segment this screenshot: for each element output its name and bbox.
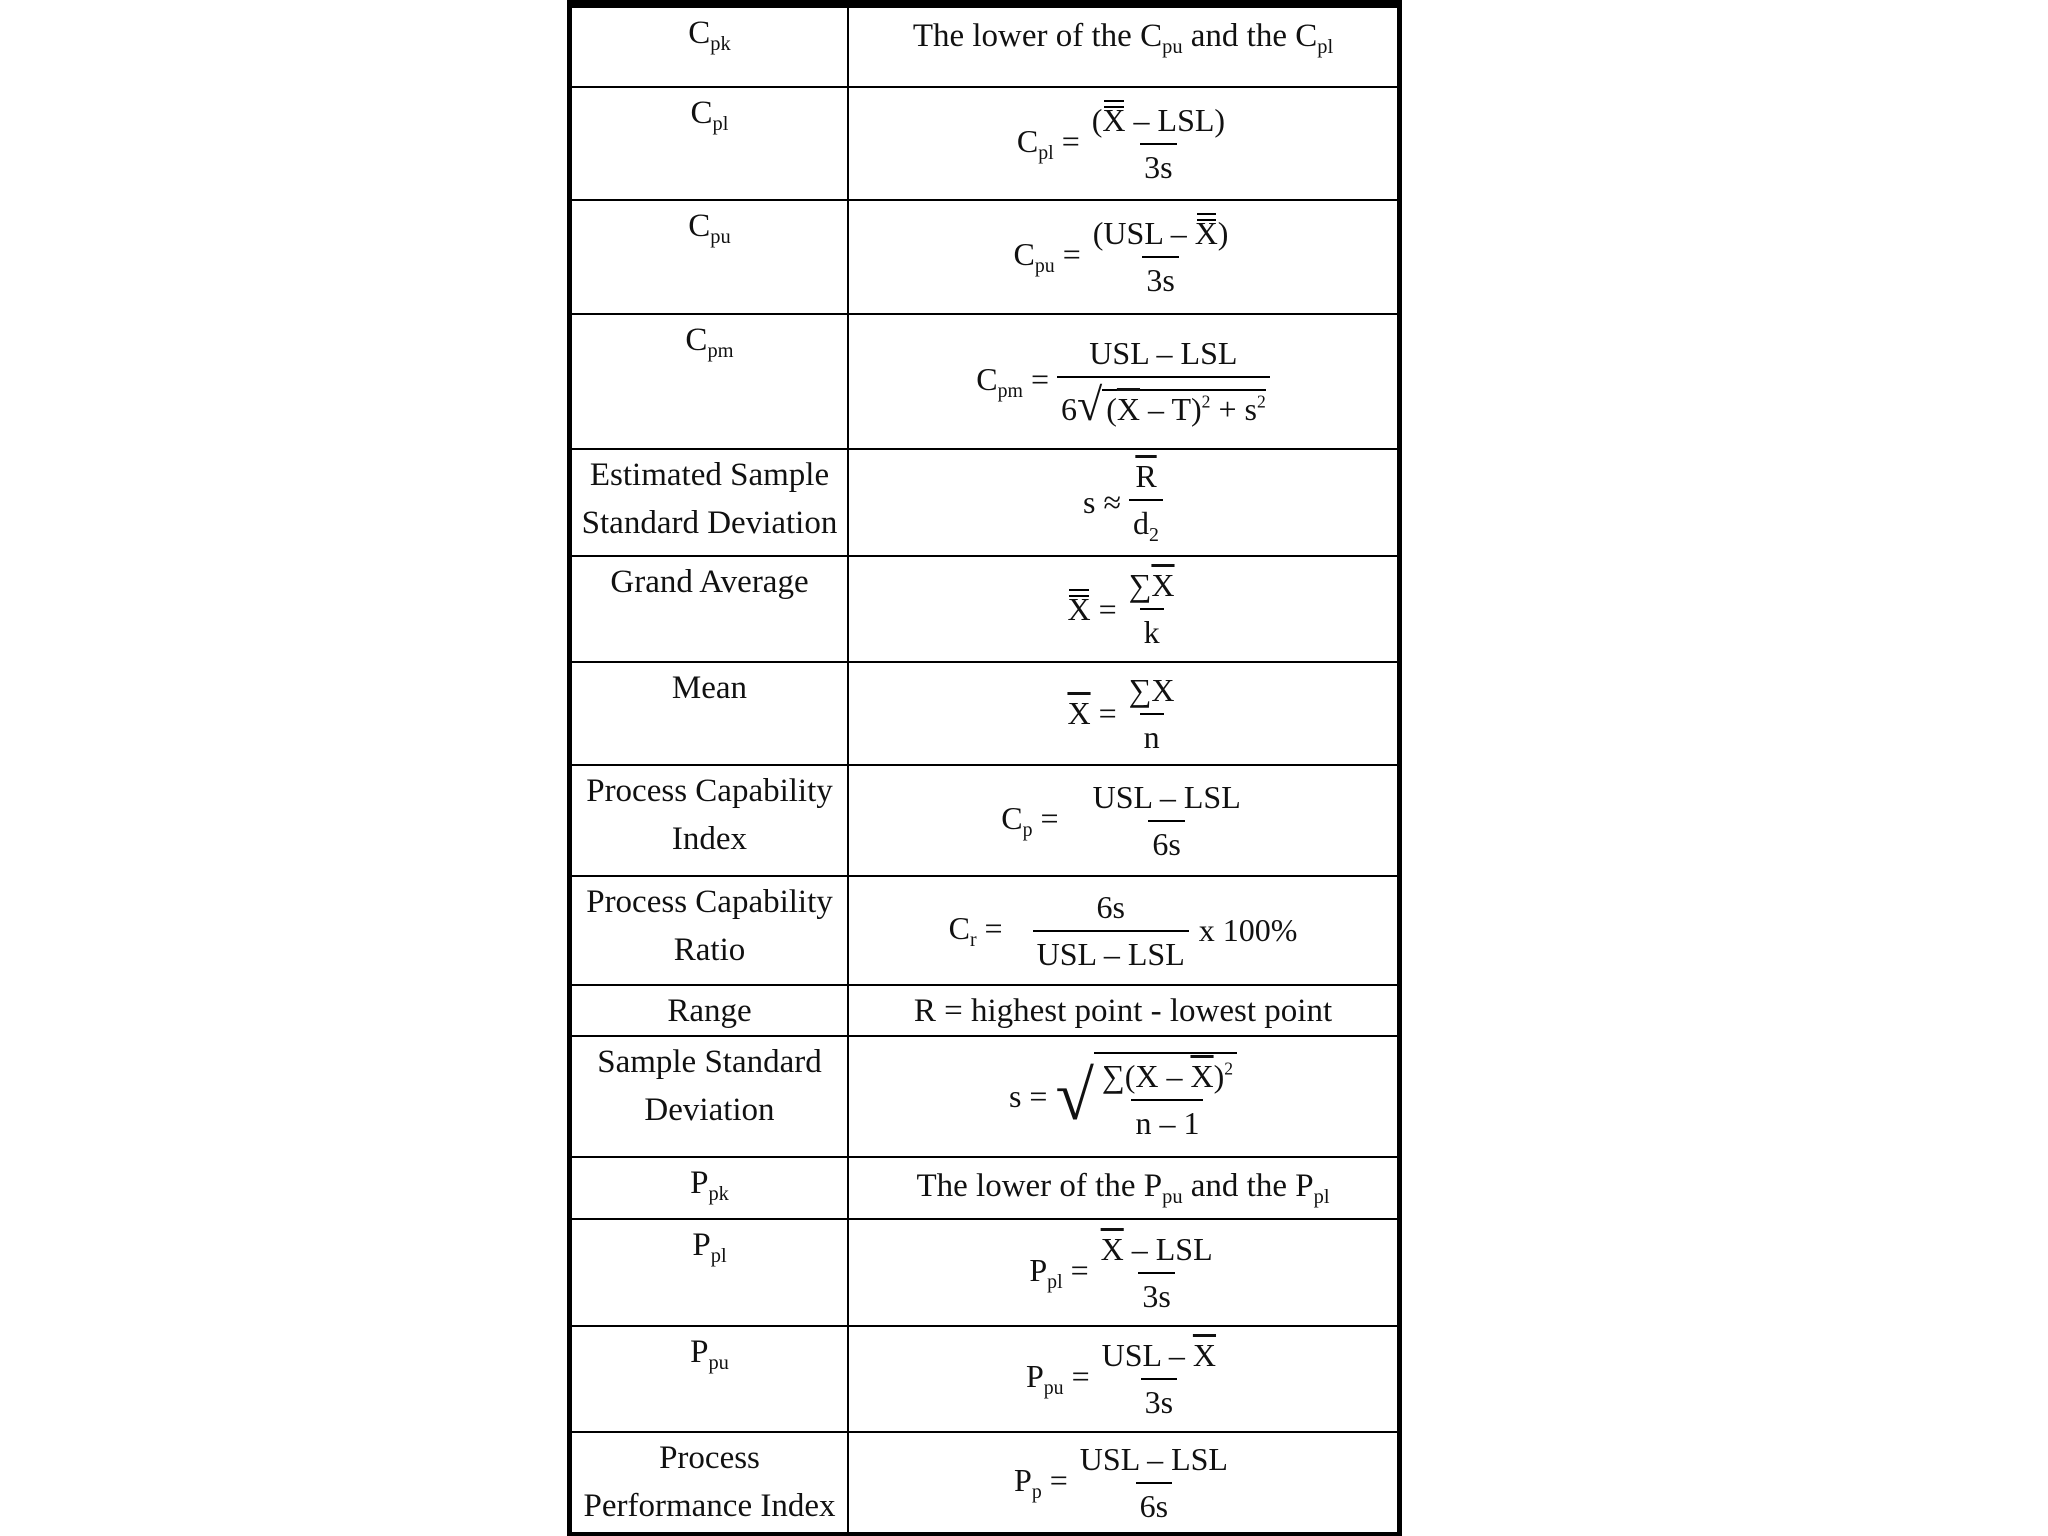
term-cell: Estimated Sample Standard Deviation xyxy=(572,450,849,555)
table-row xyxy=(572,877,1397,986)
term-cell: Process Capability Index xyxy=(572,766,849,875)
table-row xyxy=(572,557,1397,663)
table-row xyxy=(572,1158,1397,1220)
sqrt-icon: √ xyxy=(1077,379,1103,430)
term-cell: $C_{pl}$ xyxy=(572,88,849,199)
term-cell: Process Performance Index xyxy=(572,1433,849,1532)
table-row xyxy=(572,766,1397,877)
table-row xyxy=(572,8,1397,88)
formula-cell: $P_{pu}$ = $\frac{USL - \overline{X}}{3s}$ xyxy=(1025,1337,1217,1420)
table-row xyxy=(572,88,1397,201)
definition-cell: R = highest point - lowest point xyxy=(913,993,1333,1029)
term-cell: $C_{pm}$ xyxy=(572,315,849,448)
formula-cell: s = √ $\frac{\sum(X - \overline{X})^2}{n - 1}$ xyxy=(849,1037,1397,1156)
term-cell: $P_{pk}$ xyxy=(572,1158,849,1218)
formula-cell: $C_{pm}$ = $\frac{\text{USL – LSL}}{6√ (\overline{X} - T)^2 + s^2}$ xyxy=(849,315,1397,448)
table-row xyxy=(572,450,1397,557)
formula-table xyxy=(567,0,1402,1536)
table-row xyxy=(572,986,1397,1037)
formula-cell: $C_r$ = $\frac{6s}{\text{USL – LSL}}$ x 100% xyxy=(948,888,1298,972)
formula-cell: $P_{pl}$ = $\frac{\overline{X} - LSL}{3s}$ xyxy=(1029,1230,1213,1314)
term-cell: $P_{pu}$ xyxy=(572,1327,849,1431)
table-row xyxy=(572,201,1397,315)
table-row xyxy=(572,1327,1397,1433)
formula-cell: $C_{pl}$ = $\frac{\text{(X – LSL)}}{3s}$ xyxy=(1016,101,1226,185)
term-cell: Range xyxy=(572,986,849,1035)
term-cell: Sample Standard Deviation xyxy=(572,1037,849,1156)
term-cell: $P_{pl}$ xyxy=(572,1220,849,1325)
term-cell: Mean xyxy=(572,663,849,764)
table-row xyxy=(572,1037,1397,1158)
formula-cell: $\overline{X}$ = $\frac{\sum X}{n}$ xyxy=(1067,671,1175,755)
term-cell: Process Capability Ratio xyxy=(572,877,849,984)
sqrt-icon: √ xyxy=(1055,1057,1094,1135)
term-cell: Grand Average xyxy=(572,557,849,661)
definition-cell: The lower of the $P_{pu}$ and the $P_{pl}$ xyxy=(916,1168,1330,1209)
formula-cell: $C_p$ = $\frac{\text{USL – LSL}}{6s}$ xyxy=(1001,778,1241,862)
term-cell: $C_{pu}$ xyxy=(572,201,849,313)
table-row xyxy=(572,663,1397,766)
definition-cell: The lower of the $C_{pu}$ and the $C_{pl}$ xyxy=(912,18,1334,59)
table-row xyxy=(572,1433,1397,1532)
formula-cell: $C_{pu}$ = $\frac{\text{(USL – X)}}{3s}$ xyxy=(1013,215,1229,298)
term-cell: $C_{pk}$ xyxy=(572,8,849,86)
table-row xyxy=(572,1220,1397,1327)
formula-cell: $P_p$ = $\frac{\text{USL – LSL}}{6s}$ xyxy=(1014,1440,1228,1524)
table-row xyxy=(572,315,1397,450)
formula-cell: X = $\frac{\sum\overline{X}}{k}$ xyxy=(1067,567,1175,650)
formula-cell: s ≈ $\frac{\overline{R}}{d_2}$ xyxy=(849,450,1397,555)
